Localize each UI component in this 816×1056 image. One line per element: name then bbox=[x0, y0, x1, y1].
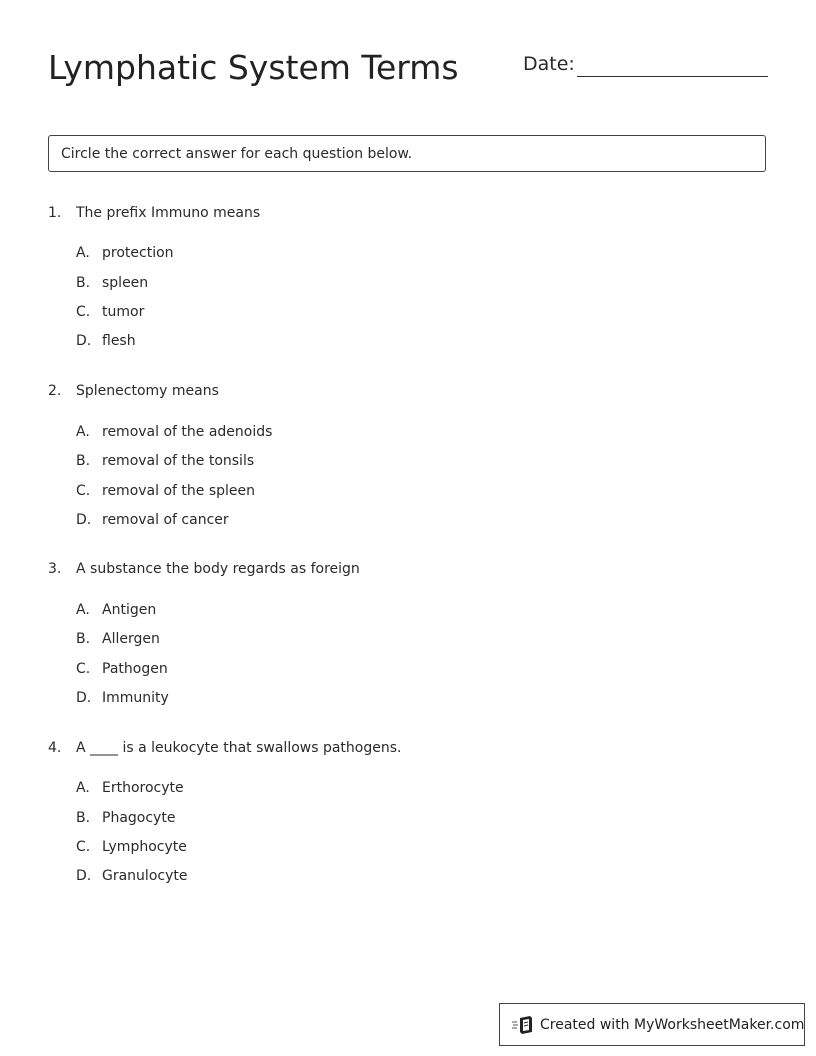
option-letter: A. bbox=[76, 780, 90, 796]
option-text: Allergen bbox=[102, 631, 160, 647]
question-text: The prefix Immuno means bbox=[76, 205, 261, 221]
option-letter: D. bbox=[76, 512, 92, 528]
question-text: Splenectomy means bbox=[76, 383, 219, 399]
option-text: removal of the spleen bbox=[102, 483, 256, 499]
instructions-box bbox=[48, 135, 766, 172]
option-letter: B. bbox=[76, 275, 91, 291]
instructions-text: Circle the correct answer for each question below. bbox=[61, 146, 413, 162]
option-letter: A. bbox=[76, 424, 90, 440]
question-number: 2. bbox=[48, 383, 62, 399]
option-text: removal of cancer bbox=[102, 512, 229, 528]
question-number: 4. bbox=[48, 740, 62, 756]
option-text: Erthorocyte bbox=[102, 780, 184, 796]
option-text: protection bbox=[102, 245, 174, 261]
option-letter: B. bbox=[76, 810, 91, 826]
option-text: removal of the tonsils bbox=[102, 453, 255, 469]
option-text: Lymphocyte bbox=[102, 839, 187, 855]
question-number: 1. bbox=[48, 205, 62, 221]
option-text: Immunity bbox=[102, 690, 169, 706]
option-text: tumor bbox=[102, 304, 145, 320]
option-text: removal of the adenoids bbox=[102, 424, 273, 440]
question-text: A substance the body regards as foreign bbox=[76, 561, 360, 577]
option-letter: C. bbox=[76, 304, 91, 320]
page-title: Lymphatic System Terms bbox=[48, 48, 459, 87]
option-letter: B. bbox=[76, 453, 91, 469]
worksheet-logo-icon bbox=[512, 1015, 534, 1035]
option-text: spleen bbox=[102, 275, 149, 291]
date-label: Date: bbox=[523, 53, 575, 75]
date-field[interactable] bbox=[577, 76, 768, 77]
option-letter: A. bbox=[76, 602, 90, 618]
option-letter: D. bbox=[76, 333, 92, 349]
option-letter: D. bbox=[76, 868, 92, 884]
option-text: Phagocyte bbox=[102, 810, 176, 826]
option-text: Pathogen bbox=[102, 661, 168, 677]
option-letter: D. bbox=[76, 690, 92, 706]
question-text: A ____ is a leukocyte that swallows pathogens. bbox=[76, 740, 402, 756]
option-text: flesh bbox=[102, 333, 136, 349]
option-letter: C. bbox=[76, 839, 91, 855]
option-letter: C. bbox=[76, 661, 91, 677]
option-text: Granulocyte bbox=[102, 868, 188, 884]
question-number: 3. bbox=[48, 561, 62, 577]
option-text: Antigen bbox=[102, 602, 157, 618]
option-letter: C. bbox=[76, 483, 91, 499]
footer-text: Created with MyWorksheetMaker.com bbox=[540, 1017, 805, 1033]
footer-badge[interactable] bbox=[499, 1003, 805, 1046]
option-letter: B. bbox=[76, 631, 91, 647]
option-letter: A. bbox=[76, 245, 90, 261]
